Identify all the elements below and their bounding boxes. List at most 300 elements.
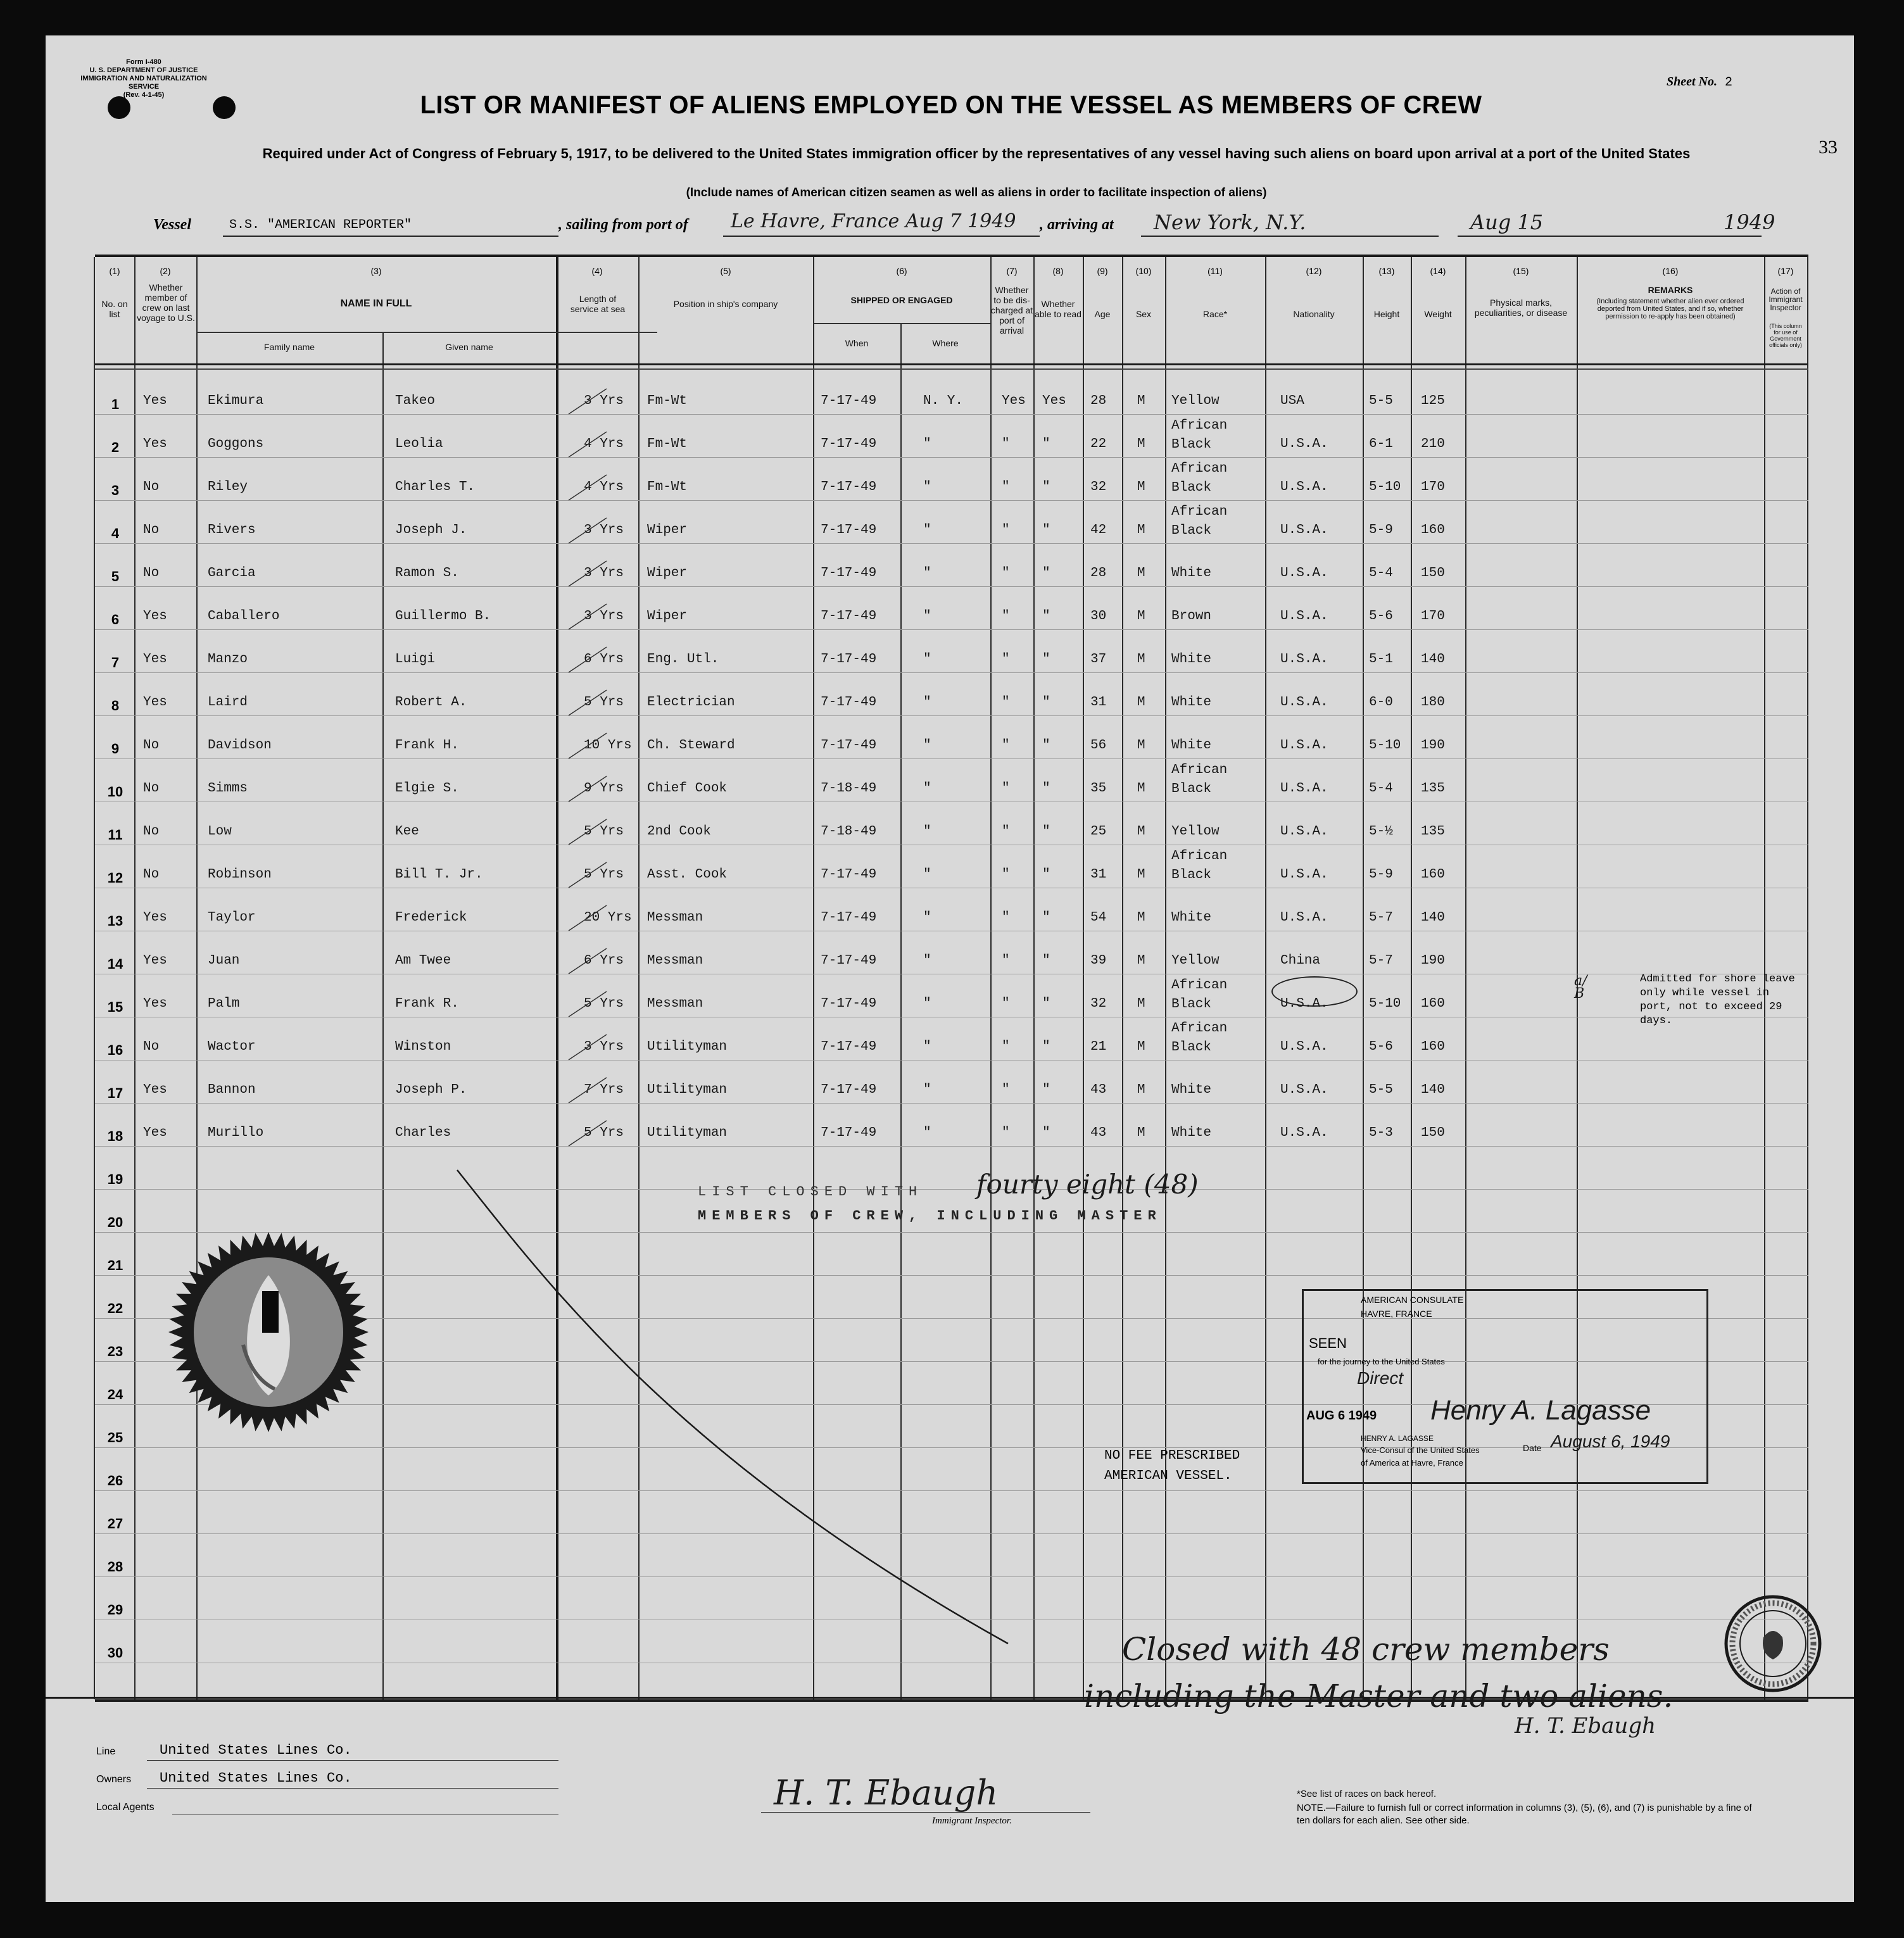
row-service: 3 Yrs: [584, 566, 624, 581]
row-14-remark: Admitted for shore leave only while vessel in port, not to exceed 29 days.: [1640, 973, 1795, 1027]
row-weight: 160: [1421, 1040, 1445, 1054]
header-where: Where: [932, 338, 959, 348]
row-nationality: U.S.A.: [1280, 781, 1328, 796]
row-position: 2nd Cook: [647, 824, 711, 839]
row-sex: M: [1137, 480, 1145, 494]
col-num: (13): [1378, 266, 1395, 276]
consulate-seal: [1722, 1593, 1824, 1694]
row-given-name: Bill T. Jr.: [395, 867, 483, 882]
row-when: 7-17-49: [821, 523, 877, 538]
row-sex: M: [1137, 695, 1145, 710]
row-race: Yellow: [1171, 824, 1220, 839]
row-number: 4: [111, 525, 120, 541]
stamp-header2: HAVRE, FRANCE: [1361, 1309, 1432, 1319]
form-title: LIST OR MANIFEST OF ALIENS EMPLOYED ON THE VESSEL AS MEMBERS OF CREW: [420, 91, 1482, 119]
row-nationality: U.S.A.: [1280, 1126, 1328, 1140]
row-sex: M: [1137, 867, 1145, 882]
row-number: 9: [111, 741, 120, 757]
row-family-name: Wactor: [208, 1040, 256, 1054]
row-where: ": [923, 824, 931, 839]
row-number: 30: [107, 1645, 123, 1661]
row-weight: 170: [1421, 609, 1445, 624]
row-race: Yellow: [1171, 394, 1220, 408]
row-number: 3: [111, 482, 120, 498]
row-age: 43: [1090, 1126, 1107, 1140]
row-age: 28: [1090, 566, 1107, 581]
row-service: 7 Yrs: [584, 1083, 624, 1097]
row-sex: M: [1137, 910, 1145, 925]
remark-initials: a/ B: [1574, 973, 1587, 1002]
row-number: 7: [111, 655, 120, 670]
row-when: 7-17-49: [821, 1083, 877, 1097]
row-when: 7-17-49: [821, 695, 877, 710]
row-discharged: ": [1002, 824, 1010, 839]
page-number: 33: [1819, 137, 1838, 158]
row-height: 5-6: [1369, 1040, 1393, 1054]
row-position: Fm-Wt: [647, 437, 688, 451]
col-num: (10): [1135, 266, 1152, 276]
row-age: 32: [1090, 997, 1107, 1011]
row-sex: M: [1137, 566, 1145, 581]
row-nationality: U.S.A.: [1280, 867, 1328, 882]
row-able-read: ": [1042, 437, 1050, 451]
row-weight: 140: [1421, 652, 1445, 667]
ribbon-seal: [167, 1231, 370, 1433]
row-race: African Black: [1171, 763, 1228, 796]
header-height: Height: [1373, 309, 1400, 319]
row-sex: M: [1137, 824, 1145, 839]
row-nationality: U.S.A.: [1280, 652, 1328, 667]
row-weight: 170: [1421, 480, 1445, 494]
closing-handwritten: fourty eight (48): [976, 1169, 1199, 1200]
row-race: Yellow: [1171, 953, 1220, 968]
row-member: Yes: [143, 695, 167, 710]
footer-owners-value: United States Lines Co.: [160, 1770, 352, 1786]
row-weight: 190: [1421, 738, 1445, 753]
row-height: 5-3: [1369, 1126, 1393, 1140]
row-position: Wiper: [647, 609, 688, 624]
arrival-year: 1949: [1724, 210, 1775, 234]
row-sex: M: [1137, 738, 1145, 753]
row-service: 5 Yrs: [584, 1126, 624, 1140]
row-age: 56: [1090, 738, 1107, 753]
row-position: Utilityman: [647, 1040, 728, 1054]
row-position: Wiper: [647, 566, 688, 581]
row-height: 5-10: [1369, 738, 1401, 753]
row-service: 3 Yrs: [584, 1040, 624, 1054]
row-given-name: Kee: [395, 824, 419, 839]
header-position: Position in ship's company: [673, 299, 778, 309]
row-able-read: ": [1042, 910, 1050, 925]
row-service: 10 Yrs: [584, 738, 632, 753]
row-when: 7-17-49: [821, 480, 877, 494]
row-height: 5-4: [1369, 781, 1393, 796]
row-family-name: Juan: [208, 953, 240, 968]
sailing-label: , sailing from port of: [558, 217, 688, 233]
row-family-name: Rivers: [208, 523, 256, 538]
row-nationality: U.S.A.: [1280, 824, 1328, 839]
row-race: White: [1171, 738, 1212, 753]
arriving-label: , arriving at: [1040, 217, 1114, 233]
stamp-date: AUG 6 1949: [1306, 1409, 1377, 1423]
row-age: 31: [1090, 695, 1107, 710]
col-num: (4): [591, 266, 603, 276]
row-position: Ch. Steward: [647, 738, 735, 753]
row-weight: 190: [1421, 953, 1445, 968]
row-height: 5-5: [1369, 1083, 1393, 1097]
row-where: ": [923, 953, 931, 968]
row-number: 5: [111, 569, 120, 584]
col-num: (15): [1513, 266, 1529, 276]
form-number-line: (Rev. 4-1-45): [123, 91, 165, 99]
row-number: 15: [107, 999, 123, 1015]
row-able-read: ": [1042, 566, 1050, 581]
row-given-name: Ramon S.: [395, 566, 459, 581]
row-family-name: Goggons: [208, 437, 264, 451]
stamp-signature: Henry A. Lagasse: [1430, 1395, 1651, 1426]
row-position: Utilityman: [647, 1126, 728, 1140]
row-number: 1: [111, 396, 120, 412]
row-where: ": [923, 566, 931, 581]
row-race: White: [1171, 1126, 1212, 1140]
col-num: (6): [896, 266, 907, 276]
row-service: 6 Yrs: [584, 652, 624, 667]
row-number: 6: [111, 612, 120, 627]
row-discharged: ": [1002, 997, 1010, 1011]
row-family-name: Riley: [208, 480, 248, 494]
row-weight: 135: [1421, 781, 1445, 796]
row-able-read: ": [1042, 953, 1050, 968]
row-family-name: Taylor: [208, 910, 256, 925]
row-discharged: ": [1002, 609, 1010, 624]
row-given-name: Charles: [395, 1126, 451, 1140]
row-service: 3 Yrs: [584, 394, 624, 408]
col-num: (16): [1662, 266, 1679, 276]
row-race: White: [1171, 566, 1212, 581]
row-given-name: Takeo: [395, 394, 436, 408]
row-member: No: [143, 824, 160, 839]
row-member: Yes: [143, 910, 167, 925]
row-position: Messman: [647, 910, 703, 925]
row-when: 7-17-49: [821, 437, 877, 451]
closed-note-line1: Closed with 48 crew members: [1122, 1631, 1610, 1668]
col-num: (11): [1207, 266, 1223, 276]
row-given-name: Luigi: [395, 652, 436, 667]
row-able-read: ": [1042, 609, 1050, 624]
row-weight: 160: [1421, 867, 1445, 882]
row-sex: M: [1137, 997, 1145, 1011]
row-when: 7-17-49: [821, 609, 877, 624]
closed-note-line2: including the Master and two aliens.: [1084, 1678, 1674, 1715]
row-where: ": [923, 523, 931, 538]
row-number: 19: [107, 1171, 123, 1187]
row-given-name: Guillermo B.: [395, 609, 491, 624]
row-position: Electrician: [647, 695, 735, 710]
row-service: 20 Yrs: [584, 910, 632, 925]
header-whether-member: Whether member of crew on last voyage to U.S.: [137, 282, 195, 323]
row-age: 31: [1090, 867, 1107, 882]
row-nationality: U.S.A.: [1280, 437, 1328, 451]
row-position: Messman: [647, 953, 703, 968]
header-length-service: Length of service at sea: [570, 294, 626, 314]
header-remarks-note: (Including statement whether alien ever ordered deported from United States, and if so, whether permission to re-apply has been obtained): [1596, 298, 1744, 320]
row-nationality: U.S.A.: [1280, 910, 1328, 925]
row-able-read: ": [1042, 1126, 1050, 1140]
row-number: 10: [107, 784, 123, 800]
row-nationality: U.S.A.: [1280, 695, 1328, 710]
arrival-date: Aug 15: [1470, 210, 1544, 234]
row-service: 5 Yrs: [584, 997, 624, 1011]
row-able-read: ": [1042, 1083, 1050, 1097]
row-number: 21: [107, 1257, 123, 1273]
row-where: ": [923, 695, 931, 710]
row-number: 25: [107, 1430, 123, 1445]
row-given-name: Joseph J.: [395, 523, 467, 538]
row-discharged: ": [1002, 910, 1010, 925]
row-nationality: U.S.A.: [1280, 480, 1328, 494]
row-member: Yes: [143, 652, 167, 667]
row-service: 4 Yrs: [584, 437, 624, 451]
row-age: 35: [1090, 781, 1107, 796]
row-when: 7-18-49: [821, 781, 877, 796]
row-height: 6-0: [1369, 695, 1393, 710]
row-member: No: [143, 738, 160, 753]
row-member: No: [143, 523, 160, 538]
stamp-title2: of America at Havre, France: [1361, 1458, 1463, 1468]
row-sex: M: [1137, 523, 1145, 538]
header-when: When: [845, 338, 869, 348]
row-where: ": [923, 997, 931, 1011]
row-nationality: USA: [1280, 394, 1304, 408]
races-note: *See list of races on back hereof.: [1297, 1789, 1437, 1799]
row-race: African Black: [1171, 849, 1228, 883]
row-service: 3 Yrs: [584, 609, 624, 624]
vessel-label: Vessel: [153, 217, 191, 233]
row-sex: M: [1137, 394, 1145, 408]
row-number: 14: [107, 956, 123, 972]
row-when: 7-17-49: [821, 1126, 877, 1140]
row-number: 11: [108, 827, 123, 843]
row-position: Utilityman: [647, 1083, 728, 1097]
row-sex: M: [1137, 781, 1145, 796]
row-where: ": [923, 910, 931, 925]
row-race: Brown: [1171, 609, 1212, 624]
row-weight: 125: [1421, 394, 1445, 408]
row-height: 5-10: [1369, 480, 1401, 494]
row-discharged: ": [1002, 738, 1010, 753]
header-remarks: REMARKS: [1648, 285, 1693, 295]
form-number-line: Form I-480: [126, 58, 161, 66]
row-nationality: U.S.A.: [1280, 738, 1328, 753]
row-when: 7-17-49: [821, 566, 877, 581]
row-number: 23: [107, 1343, 123, 1359]
row-given-name: Elgie S.: [395, 781, 459, 796]
row-weight: 140: [1421, 1083, 1445, 1097]
row-discharged: ": [1002, 953, 1010, 968]
row-race: African Black: [1171, 505, 1228, 538]
row-sex: M: [1137, 652, 1145, 667]
stamp-seen: SEEN: [1309, 1335, 1347, 1351]
row-member: Yes: [143, 1126, 167, 1140]
row-position: Wiper: [647, 523, 688, 538]
row-number: 28: [107, 1559, 123, 1575]
row-where: ": [923, 1083, 931, 1097]
row-sex: M: [1137, 1126, 1145, 1140]
row-sex: M: [1137, 1083, 1145, 1097]
row-discharged: ": [1002, 652, 1010, 667]
row-where: ": [923, 738, 931, 753]
row-age: 32: [1090, 480, 1107, 494]
row-family-name: Bannon: [208, 1083, 256, 1097]
row-nationality: U.S.A.: [1280, 997, 1328, 1011]
row-where: ": [923, 437, 931, 451]
vessel-value: S.S. "AMERICAN REPORTER": [229, 218, 412, 232]
row-member: No: [143, 1040, 160, 1054]
header-nationality: Nationality: [1293, 309, 1335, 319]
row-family-name: Ekimura: [208, 394, 264, 408]
row-discharged: ": [1002, 523, 1010, 538]
row-height: 5-1: [1369, 652, 1393, 667]
row-where: ": [923, 652, 931, 667]
header-discharged: Whether to be dis-charged at port of arrival: [990, 285, 1033, 336]
row-where: ": [923, 609, 931, 624]
row-when: 7-17-49: [821, 910, 877, 925]
row-where: ": [923, 480, 931, 494]
row-nationality: U.S.A.: [1280, 609, 1328, 624]
header-physical: Physical marks, peculiarities, or disease: [1474, 298, 1568, 318]
stamp-date-hand: August 6, 1949: [1551, 1431, 1670, 1451]
row-member: No: [143, 566, 160, 581]
row-when: 7-18-49: [821, 824, 877, 839]
col-num: (7): [1006, 266, 1018, 276]
row-weight: 150: [1421, 1126, 1445, 1140]
row-number: 8: [111, 698, 120, 714]
sailing-value: Le Havre, France Aug 7 1949: [731, 210, 1016, 232]
row-sex: M: [1137, 1040, 1145, 1054]
header-weight: Weight: [1424, 309, 1452, 319]
row-nationality: U.S.A.: [1280, 566, 1328, 581]
row-given-name: Frank R.: [395, 997, 459, 1011]
row-able-read: ": [1042, 480, 1050, 494]
row-sex: M: [1137, 609, 1145, 624]
stamp-title1: Vice-Consul of the United States: [1361, 1445, 1480, 1455]
row-race: African Black: [1171, 1021, 1228, 1055]
inspector-initials: H. T. Ebaugh: [1515, 1713, 1656, 1739]
col-num: (17): [1777, 266, 1794, 276]
row-race: White: [1171, 910, 1212, 925]
col-num: (8): [1052, 266, 1064, 276]
footer-line-label: Line: [96, 1746, 116, 1757]
header-age: Age: [1094, 309, 1111, 319]
row-position: Chief Cook: [647, 781, 728, 796]
form-number-line: IMMIGRATION AND NATURALIZATION SERVICE: [80, 75, 207, 91]
row-discharged: ": [1002, 1083, 1010, 1097]
row-number: 27: [107, 1516, 123, 1532]
row-given-name: Leolia: [395, 437, 443, 451]
row-race: White: [1171, 695, 1212, 710]
row-number: 18: [107, 1128, 123, 1144]
row-age: 37: [1090, 652, 1107, 667]
row-nationality: China: [1280, 953, 1321, 968]
header-sex: Sex: [1135, 309, 1152, 319]
row-family-name: Simms: [208, 781, 248, 796]
row-service: 9 Yrs: [584, 781, 624, 796]
row-height: 5-5: [1369, 394, 1393, 408]
row-position: Messman: [647, 997, 703, 1011]
row-height: 5-7: [1369, 910, 1393, 925]
row-given-name: Am Twee: [395, 953, 451, 968]
row-race: African Black: [1171, 978, 1228, 1012]
row-family-name: Caballero: [208, 609, 280, 624]
row-number: 24: [107, 1387, 123, 1402]
row-height: 5-9: [1369, 867, 1393, 882]
row-weight: 135: [1421, 824, 1445, 839]
col-num: (12): [1306, 266, 1322, 276]
row-where: ": [923, 1040, 931, 1054]
row-number: 29: [107, 1602, 123, 1618]
row-member: Yes: [143, 953, 167, 968]
consulate-stamp: [1302, 1289, 1708, 1484]
inspector-signature: H. T. Ebaugh: [774, 1773, 999, 1813]
col-num: (14): [1430, 266, 1446, 276]
row-height: 6-1: [1369, 437, 1393, 451]
col-num: (2): [160, 266, 171, 276]
row-able-read: ": [1042, 824, 1050, 839]
arriving-value: New York, N.Y.: [1154, 210, 1306, 234]
row-number: 13: [107, 913, 123, 929]
row-race: African Black: [1171, 418, 1228, 452]
row-able-read: ": [1042, 652, 1050, 667]
header-action-note: (This column for use of Government officials only): [1769, 323, 1802, 348]
row-age: 28: [1090, 394, 1107, 408]
row-when: 7-17-49: [821, 953, 877, 968]
row-age: 43: [1090, 1083, 1107, 1097]
row-given-name: Frank H.: [395, 738, 459, 753]
stamp-date-label: Date: [1523, 1443, 1542, 1453]
row-sex: M: [1137, 437, 1145, 451]
row-height: 5-9: [1369, 523, 1393, 538]
row-given-name: Robert A.: [395, 695, 467, 710]
row-member: No: [143, 480, 160, 494]
sheet-value: 2: [1725, 75, 1733, 90]
row-race: African Black: [1171, 462, 1228, 495]
row-nationality: U.S.A.: [1280, 523, 1328, 538]
row-when: 7-17-49: [821, 867, 877, 882]
row-weight: 140: [1421, 910, 1445, 925]
row-discharged: ": [1002, 695, 1010, 710]
row-weight: 160: [1421, 523, 1445, 538]
row-given-name: Winston: [395, 1040, 451, 1054]
row-service: 5 Yrs: [584, 695, 624, 710]
row-age: 22: [1090, 437, 1107, 451]
row-age: 25: [1090, 824, 1107, 839]
row-weight: 150: [1421, 566, 1445, 581]
row-discharged: ": [1002, 437, 1010, 451]
row-where: ": [923, 867, 931, 882]
sheet-label: Sheet No.: [1667, 75, 1717, 89]
row-able-read: Yes: [1042, 394, 1066, 408]
row-height: 5-6: [1369, 609, 1393, 624]
row-number: 26: [107, 1473, 123, 1488]
row-height: 5-7: [1369, 953, 1393, 968]
row-family-name: Murillo: [208, 1126, 264, 1140]
no-fee-line2: AMERICAN VESSEL.: [1104, 1469, 1232, 1483]
row-member: Yes: [143, 394, 167, 408]
penalty-note: NOTE.—Failure to furnish full or correct information in columns (3), (5), (6), and (7) is punishable by a fine of ten dollars for each alien. See other side.: [1297, 1803, 1752, 1826]
row-member: Yes: [143, 609, 167, 624]
row-weight: 160: [1421, 997, 1445, 1011]
strike-line: [46, 35, 1854, 1902]
